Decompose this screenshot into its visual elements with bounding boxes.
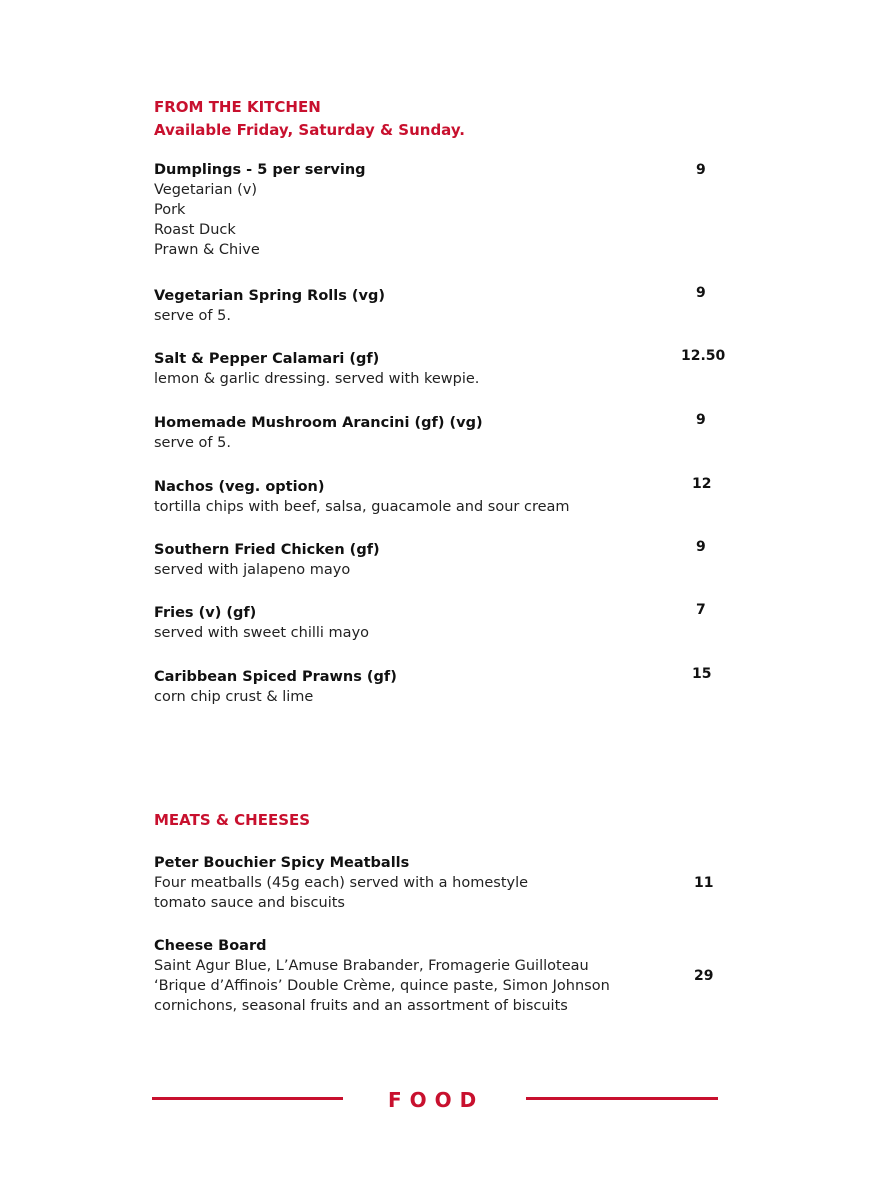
menu-item-price: 15 — [692, 666, 712, 682]
menu-item-price: 12.50 — [681, 348, 726, 364]
menu-item-price: 11 — [694, 875, 714, 891]
menu-item-name: Dumplings - 5 per serving — [154, 162, 366, 178]
footer-rule-right — [526, 1097, 718, 1100]
menu-item-desc: Vegetarian (v) — [154, 182, 257, 198]
menu-item — [154, 413, 714, 453]
menu-item-desc: Pork — [154, 202, 186, 218]
menu-item-name: Nachos (veg. option) — [154, 479, 325, 495]
menu-item — [154, 936, 714, 1016]
menu-item-desc: Prawn & Chive — [154, 242, 260, 258]
menu-item-name: Southern Fried Chicken (gf) — [154, 542, 380, 558]
menu-item-name: Vegetarian Spring Rolls (vg) — [154, 288, 385, 304]
menu-item-name: Peter Bouchier Spicy Meatballs — [154, 855, 410, 871]
menu-item-price: 9 — [696, 412, 706, 428]
section-subtitle-kitchen: Available Friday, Saturday & Sunday. — [154, 121, 465, 139]
menu-item-price: 7 — [696, 602, 706, 618]
menu-item-name: Homemade Mushroom Arancini (gf) (vg) — [154, 415, 483, 431]
menu-item — [154, 160, 714, 260]
menu-item-price: 9 — [696, 539, 706, 555]
menu-item-desc: served with jalapeno mayo — [154, 562, 351, 578]
menu-item-desc: serve of 5. — [154, 308, 231, 324]
menu-item — [154, 540, 714, 580]
menu-item — [154, 853, 714, 913]
menu-item-name: Caribbean Spiced Prawns (gf) — [154, 669, 397, 685]
menu-item-desc: serve of 5. — [154, 435, 231, 451]
section-title-meats: MEATS & CHEESES — [154, 811, 311, 829]
menu-item — [154, 286, 714, 326]
section-title-kitchen: FROM THE KITCHEN — [154, 98, 321, 116]
menu-item — [154, 349, 714, 389]
menu-item-desc: ‘Brique d’Affinois’ Double Crème, quince paste, Simon Johnson — [154, 978, 610, 994]
menu-item-desc: Roast Duck — [154, 222, 236, 238]
footer-rule-left — [152, 1097, 343, 1100]
menu-item-desc: tortilla chips with beef, salsa, guacamole and sour cream — [154, 499, 570, 515]
menu-item-name: Cheese Board — [154, 938, 267, 954]
menu-item-name: Salt & Pepper Calamari (gf) — [154, 351, 380, 367]
menu-item-price: 12 — [692, 476, 712, 492]
menu-item-price: 9 — [696, 162, 706, 178]
menu-item-desc: Four meatballs (45g each) served with a homestyle — [154, 875, 529, 891]
menu-item-name: Fries (v) (gf) — [154, 605, 257, 621]
menu-item-desc: tomato sauce and biscuits — [154, 895, 345, 911]
menu-item-desc: lemon & garlic dressing. served with kewpie. — [154, 371, 480, 387]
menu-item-desc: cornichons, seasonal fruits and an assortment of biscuits — [154, 998, 568, 1014]
menu-item — [154, 477, 714, 517]
menu-item-desc: corn chip crust & lime — [154, 689, 314, 705]
menu-item — [154, 667, 714, 707]
menu-item-desc: served with sweet chilli mayo — [154, 625, 370, 641]
menu-item — [154, 603, 714, 643]
menu-item-price: 29 — [694, 968, 714, 984]
menu-item-desc: Saint Agur Blue, L’Amuse Brabander, Fromagerie Guilloteau — [154, 958, 589, 974]
footer-label: FOOD — [388, 1088, 485, 1112]
menu-item-price: 9 — [696, 285, 706, 301]
